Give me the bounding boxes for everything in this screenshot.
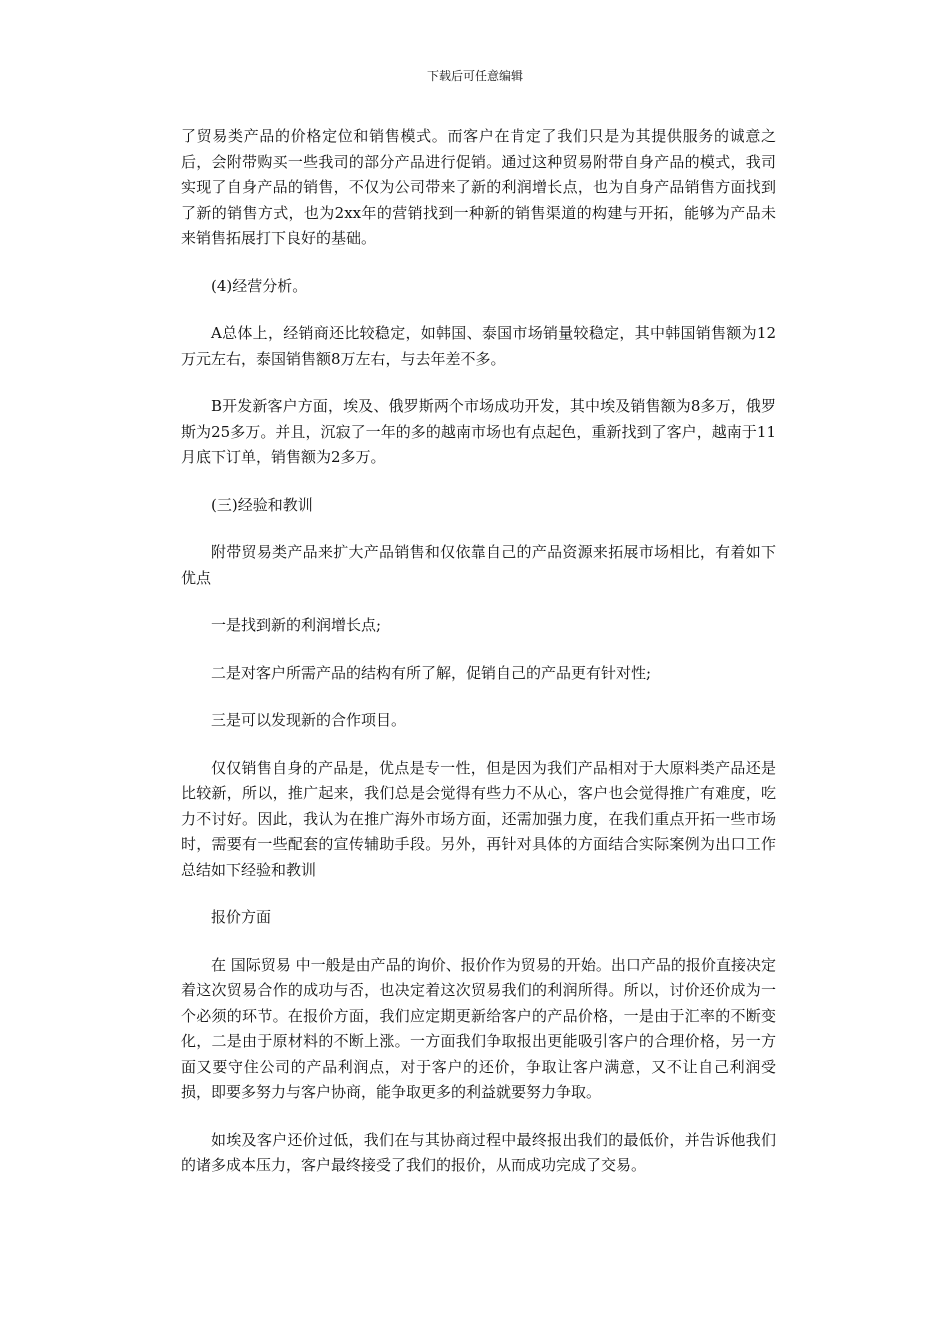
paragraph-distributors: A总体上，经销商还比较稳定，如韩国、泰国市场销量较稳定，其中韩国销售额为12万元左右，泰国销售额8万左右，与去年差不多。 (181, 324, 776, 368)
paragraph-continuation: 了贸易类产品的价格定位和销售模式。而客户在肯定了我们只是为其提供服务的诚意之后，会附带购买一些我司的部分产品进行促销。通过这种贸易附带自身产品的模式，我司实现了自身产品的销售，不仅为公司带来了新的利润增长点，也为自身产品销售方面找到了新的销售方式，也为2xx年的营销找到一种新的销售渠道的构建与开拓，能够为产品未来销售拓展打下良好的基础。 (181, 127, 776, 247)
list-item-advantage-2: 二是对客户所需产品的结构有所了解，促销自己的产品更有针对性; (211, 663, 652, 682)
section-heading-lessons: (三)经验和教训 (211, 495, 313, 514)
document-body (181, 124, 776, 1201)
paragraph-quotation: 在 国际贸易 中一般是由产品的询价、报价作为贸易的开始。出口产品的报价直接决定着这次贸易合作的成功与否，也决定着这次贸易我们的利润所得。所以，讨价还价成为一个必须的环节。在报价方面，我们应定期更新给客户的产品价格，一是由于汇率的不断变化，二是由于原材料的不断上涨。一方面我们争取报出更能吸引客户的合理价格，另一方面又要守住公司的产品利润点，对于客户的还价，争取让客户满意，又不让自己利润受损，即要多努力与客户协商，能争取更多的利益就要努力争取。 (181, 955, 776, 1101)
section-heading-quotation: 报价方面 (211, 908, 272, 926)
paragraph-new-customers: B开发新客户方面，埃及、俄罗斯两个市场成功开发，其中埃及销售额为8多万，俄罗斯为25多万。并且，沉寂了一年的多的越南市场也有点起色，重新找到了客户，越南于11月底下订单，销售额为2多万。 (181, 397, 776, 466)
section-heading-business-analysis: (4)经营分析。 (211, 276, 308, 295)
paragraph-advantages-intro: 附带贸易类产品来扩大产品销售和仅依靠自己的产品资源来拓展市场相比，有着如下优点 (181, 543, 776, 587)
page-header: 下载后可任意编辑 (426, 69, 523, 83)
list-item-advantage-1: 一是找到新的利润增长点; (211, 616, 382, 634)
list-item-advantage-3: 三是可以发现新的合作项目。 (211, 711, 407, 729)
paragraph-own-products: 仅仅销售自身的产品是，优点是专一性，但是因为我们产品相对于大原料类产品还是比较新，所以，推广起来，我们总是会觉得有些力不从心，客户也会觉得推广有难度，吃力不讨好。因此，我认为在推广海外市场方面，还需加强力度，在我们重点开拓一些市场时，需要有一些配套的宣传辅助手段。另外，再针对具体的方面结合实际案例为出口工作总结如下经验和教训 (181, 758, 776, 879)
paragraph-egypt-example: 如埃及客户还价过低，我们在与其协商过程中最终报出我们的最低价，并告诉他我们的诸多成本压力，客户最终接受了我们的报价，从而成功完成了交易。 (181, 1130, 776, 1174)
